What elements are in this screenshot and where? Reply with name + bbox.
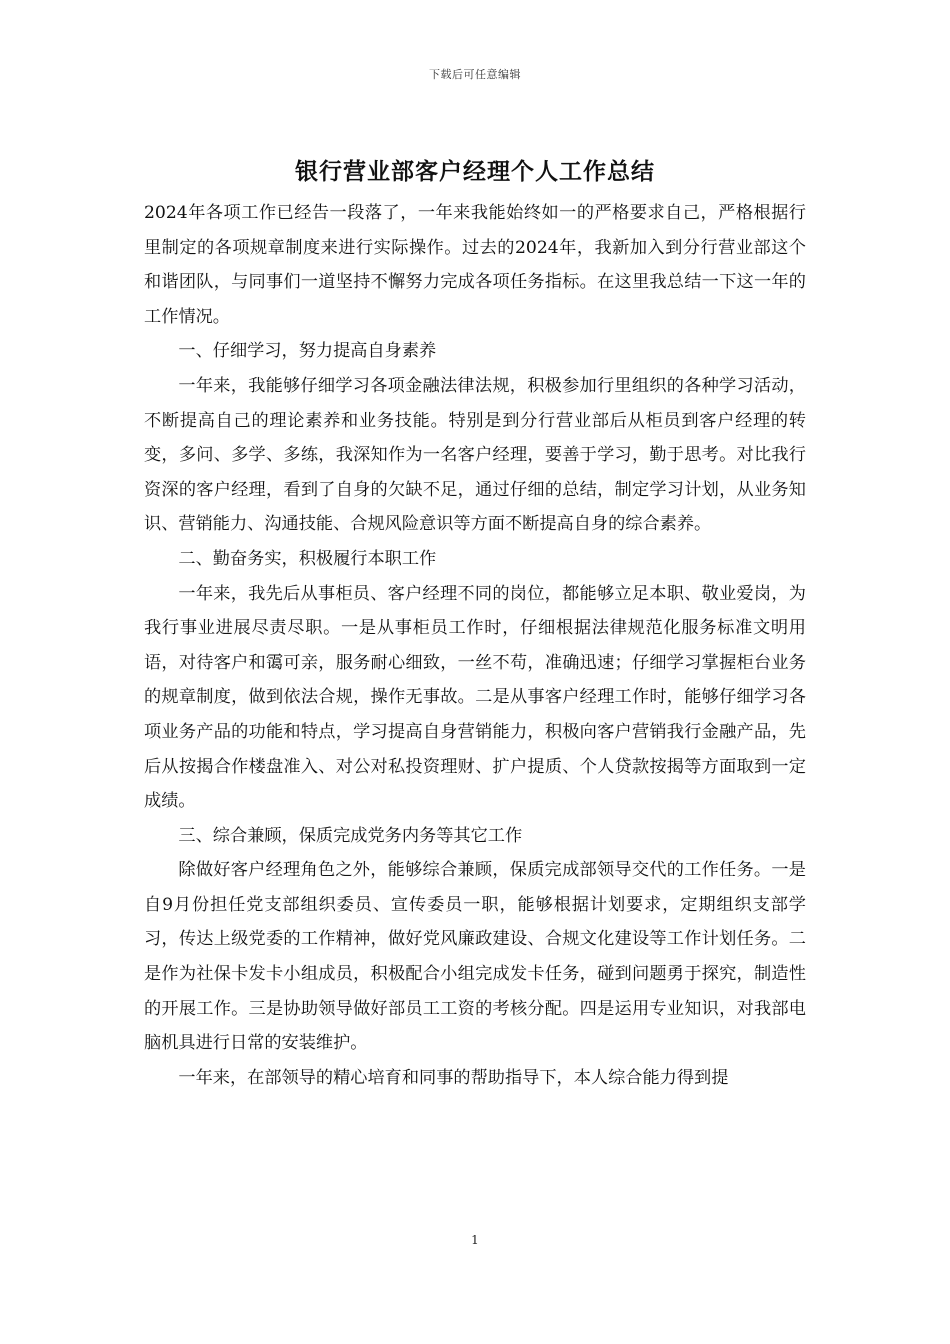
paragraph-section-3: 除做好客户经理角色之外，能够综合兼顾，保质完成部领导交代的工作任务。一是自9月份担任党支部组织委员、宣传委员一职，能够根据计划要求，定期组织支部学习，传达上级党委的工作精神，做好党风廉政建设、合规文化建设等工作计划任务。二是作为社保卡发卡小组成员，积极配合小组完成发卡任务，碰到问题勇于探究，制造性的开展工作。三是协助领导做好部员工工资的考核分配。四是运用专业知识，对我部电脑机具进行日常的安装维护。: [144, 860, 806, 1054]
paragraph-section-1: 一年来，我能够仔细学习各项金融法律法规，积极参加行里组织的各种学习活动，不断提高自己的理论素养和业务技能。特别是到分行营业部后从柜员到客户经理的转变，多问、多学、多练，我深知作为一名客户经理，要善于学习，勤于思考。对比我行资深的客户经理，看到了自身的欠缺不足，通过仔细的总结，制定学习计划，从业务知识、营销能力、沟通技能、合规风险意识等方面不断提高自身的综合素养。: [144, 375, 806, 535]
paragraph-closing: 一年来，在部领导的精心培育和同事的帮助指导下，本人综合能力得到提: [178, 1067, 729, 1088]
paragraph-intro: 2024年各项工作已经告一段落了，一年来我能始终如一的严格要求自己，严格根据行里制定的各项规章制度来进行实际操作。过去的2024年，我新加入到分行营业部这个和谐团队，与同事们一道坚持不懈努力完成各项任务指标。在这里我总结一下这一年的工作情况。: [144, 203, 806, 327]
section-heading-2: 二、勤奋务实，积极履行本职工作: [178, 548, 437, 569]
section-heading-1: 一、仔细学习，努力提高自身素养: [178, 341, 437, 362]
document-title: 银行营业部客户经理个人工作总结: [295, 158, 655, 185]
header-note: 下载后可任意编辑: [429, 68, 521, 81]
document-body: [144, 196, 806, 1095]
section-heading-3: 三、综合兼顾，保质完成党务内务等其它工作: [178, 825, 523, 846]
page-number: 1: [471, 1233, 479, 1247]
paragraph-section-2: 一年来，我先后从事柜员、客户经理不同的岗位，都能够立足本职、敬业爱岗，为我行事业进展尽责尽职。一是从事柜员工作时，仔细根据法律规范化服务标准文明用语，对待客户和霭可亲，服务耐心细致，一丝不苟，准确迅速；仔细学习掌握柜台业务的规章制度，做到依法合规，操作无事故。二是从事客户经理工作时，能够仔细学习各项业务产品的功能和特点，学习提高自身营销能力，积极向客户营销我行金融产品，先后从按揭合作楼盘准入、对公对私投资理财、扩户提质、个人贷款按揭等方面取到一定成绩。: [144, 583, 806, 812]
